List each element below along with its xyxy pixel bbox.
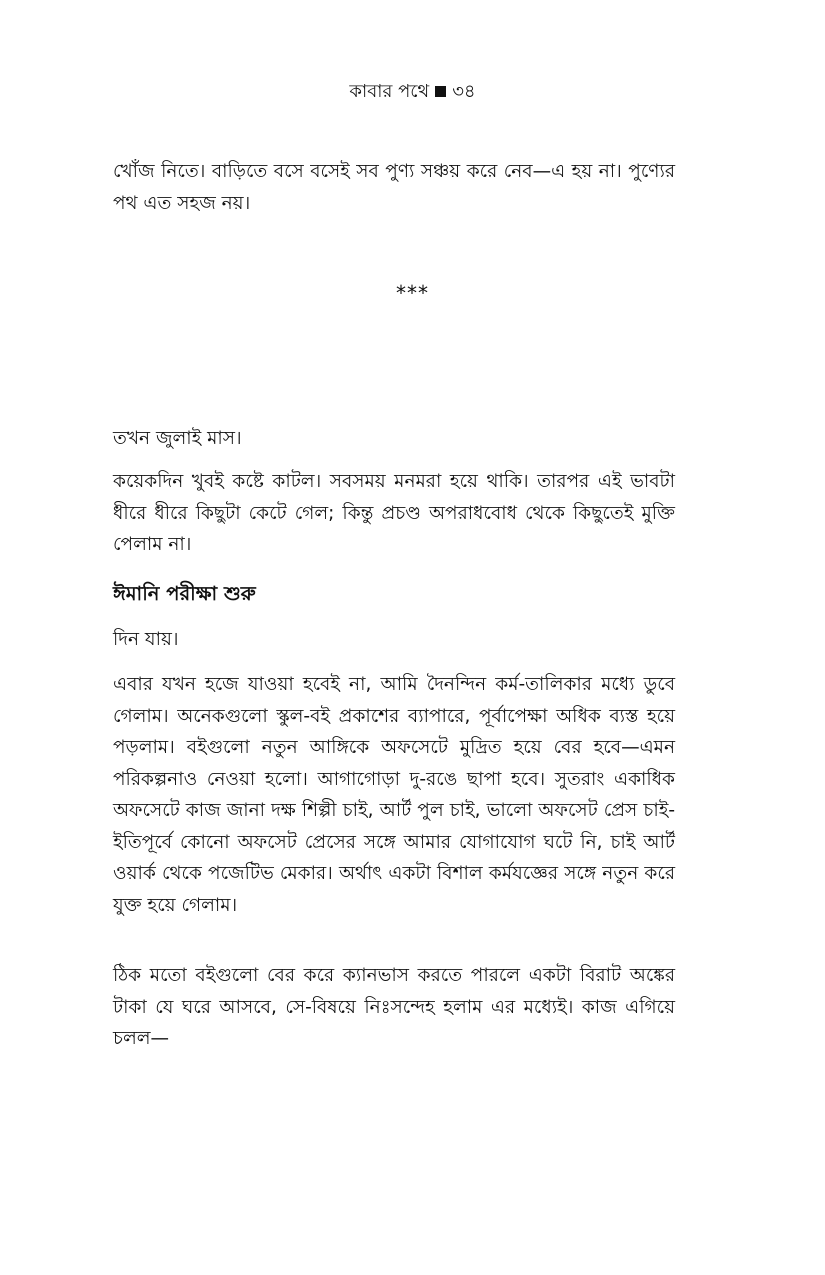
- hard-days-paragraph: কয়েকদিন খুবই কষ্টে কাটল। সবসময় মনমরা হয়ে থাকি। তারপর এই ভাবটা ধীরে ধীরে কিছুটা কেটে গেল; কিন্তু প্রচণ্ড অপরাধবোধ থেকে কিছুতেই মুক্তি পেলাম না।: [113, 471, 675, 555]
- page-number: ৩৪: [452, 81, 476, 102]
- days-pass-paragraph: দিন যায়।: [113, 629, 179, 650]
- square-bullet-icon: [435, 86, 446, 97]
- book-title: কাবার পথে: [349, 81, 430, 102]
- closing-paragraph: ঠিক মতো বইগুলো বের করে ক্যানভাস করতে পারলে একটা বিরাট অঙ্কের টাকা যে ঘরে আসবে, সে-বিষয়ে নিঃসন্দেহ হলাম এর মধ্যেই। কাজ এগিয়ে চলল—: [113, 965, 675, 1049]
- days-pass-paragraph-block: [113, 624, 675, 656]
- july-paragraph-block: [113, 423, 675, 455]
- hard-days-paragraph-block: [113, 466, 675, 561]
- work-paragraph: এবার যখন হজে যাওয়া হবেই না, আমি দৈনন্দিন কর্ম-তালিকার মধ্যে ডুবে গেলাম। অনেকগুলো স্কুল-বই প্রকাশের ব্যাপারে, পূর্বাপেক্ষা অধিক ব্যস্ত হয়ে পড়লাম। বইগুলো নতুন আঙ্গিকে অফসেটে মুদ্রিত হয়ে বের হবে—এমন পরিকল্পনাও নেওয়া হলো। আগাগোড়া দু-রঙে ছাপা হবে। সুতরাং একাধিক অফসেটে কাজ জানা দক্ষ শিল্পী চাই, আর্ট পুল চাই, ভালো অফসেট প্রেস চাই- ইতিপূর্বে কোনো অফসেট প্রেসের সঙ্গে আমার যোগাযোগ ঘটে নি, চাই আর্ট ওয়ার্ক থেকে পজেটিভ মেকার। অর্থাৎ একটা বিশাল কর্মযজ্ঞের সঙ্গে নতুন করে যুক্ত হয়ে গেলাম।: [113, 674, 675, 916]
- july-paragraph: তখন জুলাই মাস।: [113, 428, 242, 449]
- section-heading: ঈমানি পরীক্ষা শুরু: [113, 582, 256, 605]
- work-paragraph-block: [113, 669, 675, 921]
- opening-paragraph-block: [113, 156, 675, 219]
- section-separator: ***: [396, 281, 429, 305]
- closing-paragraph-block: [113, 960, 675, 1055]
- opening-paragraph: খোঁজ নিতে। বাড়িতে বসে বসেই সব পুণ্য সঞ্চয় করে নেব—এ হয় না। পুণ্যের পথ এত সহজ নয়।: [113, 161, 675, 214]
- running-header: [0, 80, 825, 104]
